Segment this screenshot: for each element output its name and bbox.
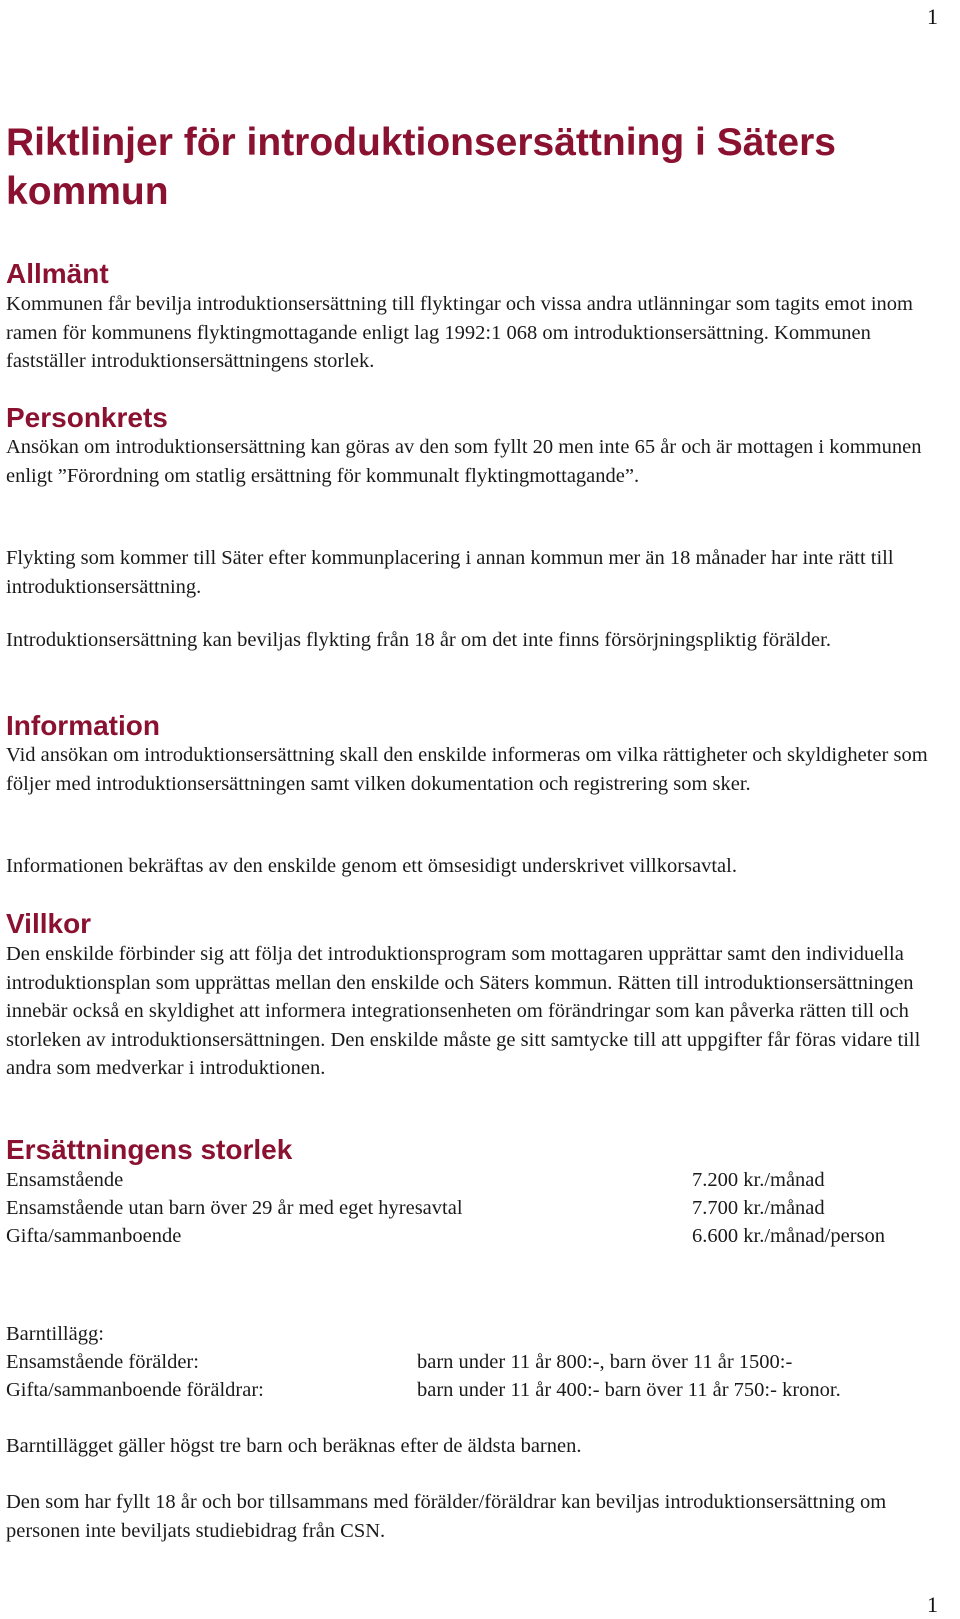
- heading-information: Information: [6, 710, 160, 741]
- page-number-bottom: 1: [927, 1592, 938, 1617]
- heading-ersattningens-storlek: Ersättningens storlek: [6, 1134, 293, 1165]
- rate-amount: 7.700 kr./månad: [692, 1197, 825, 1219]
- allmant-paragraph: Kommunen får bevilja introduktionsersättning till flyktingar och vissa andra utlänningar som tagits emot inom ramen för kommunens flyktingmottagande enligt lag 1992:1 068 om introduktionsersättning. Kommunen fastställer introduktionsersättningens storlek.: [6, 293, 913, 372]
- rate-amount: 7.200 kr./månad: [692, 1169, 825, 1191]
- personkrets-paragraph-2: Flykting som kommer till Säter efter kommunplacering i annan kommun mer än 18 månader har inte rätt till introduktionsersättning.: [6, 547, 894, 598]
- heading-villkor: Villkor: [6, 908, 92, 939]
- villkor-paragraph: Den enskilde förbinder sig att följa det introduktionsprogram som mottagaren upprättar samt den individuella introduktionsplan som upprättas mellan den enskilde och Säters kommun. Rätten till introduktionsersättningen innebär också en skyldighet att informera integrationsenheten om förändringar som kan påverka rätten till och storleken av introduktionsersättningen. Den enskilde måste ge sitt samtycke till att uppgifter får föras vidare till andra som medverkar i introduktionen.: [6, 943, 921, 1079]
- storlek-paragraph-1: Barntillägget gäller högst tre barn och beräknas efter de äldsta barnen.: [6, 1435, 582, 1457]
- rate-amount: 6.600 kr./månad/person: [692, 1225, 886, 1247]
- information-paragraph-1: Vid ansökan om introduktionsersättning skall den enskilde informeras om vilka rättigheter och skyldigheter som följer med introduktionsersättningen samt vilken dokumentation och registrering som sker.: [6, 744, 928, 795]
- barntillagg-label: Gifta/sammanboende föräldrar:: [6, 1379, 264, 1401]
- barntillagg-heading: Barntillägg:: [6, 1323, 104, 1345]
- personkrets-paragraph-1: Ansökan om introduktionsersättning kan göras av den som fyllt 20 men inte 65 år och är mottagen i kommunen enligt ”Förordning om statlig ersättning för kommunalt flyktingmottagande”.: [6, 436, 922, 487]
- heading-allmant: Allmänt: [6, 258, 109, 289]
- information-paragraph-2: Informationen bekräftas av den enskilde genom ett ömsesidigt underskrivet villkorsavtal.: [6, 855, 737, 877]
- barntillagg-label: Ensamstående förälder:: [6, 1351, 199, 1373]
- heading-personkrets: Personkrets: [6, 402, 168, 433]
- page-number-top: 1: [927, 4, 938, 29]
- storlek-paragraph-2: Den som har fyllt 18 år och bor tillsammans med förälder/föräldrar kan beviljas introduktionsersättning om personen inte beviljats studiebidrag från CSN.: [6, 1491, 887, 1542]
- barntillagg-value: barn under 11 år 400:- barn över 11 år 750:- kronor.: [417, 1379, 841, 1401]
- document-title: Riktlinjer för introduktionsersättning i Säters kommun: [6, 121, 836, 213]
- rate-label: Gifta/sammanboende: [6, 1225, 182, 1247]
- rate-label: Ensamstående utan barn över 29 år med eget hyresavtal: [6, 1197, 463, 1219]
- personkrets-paragraph-3: Introduktionsersättning kan beviljas flykting från 18 år om det inte finns försörjningspliktig förälder.: [6, 629, 831, 651]
- barntillagg-value: barn under 11 år 800:-, barn över 11 år 1500:-: [417, 1351, 793, 1373]
- rate-label: Ensamstående: [6, 1169, 124, 1191]
